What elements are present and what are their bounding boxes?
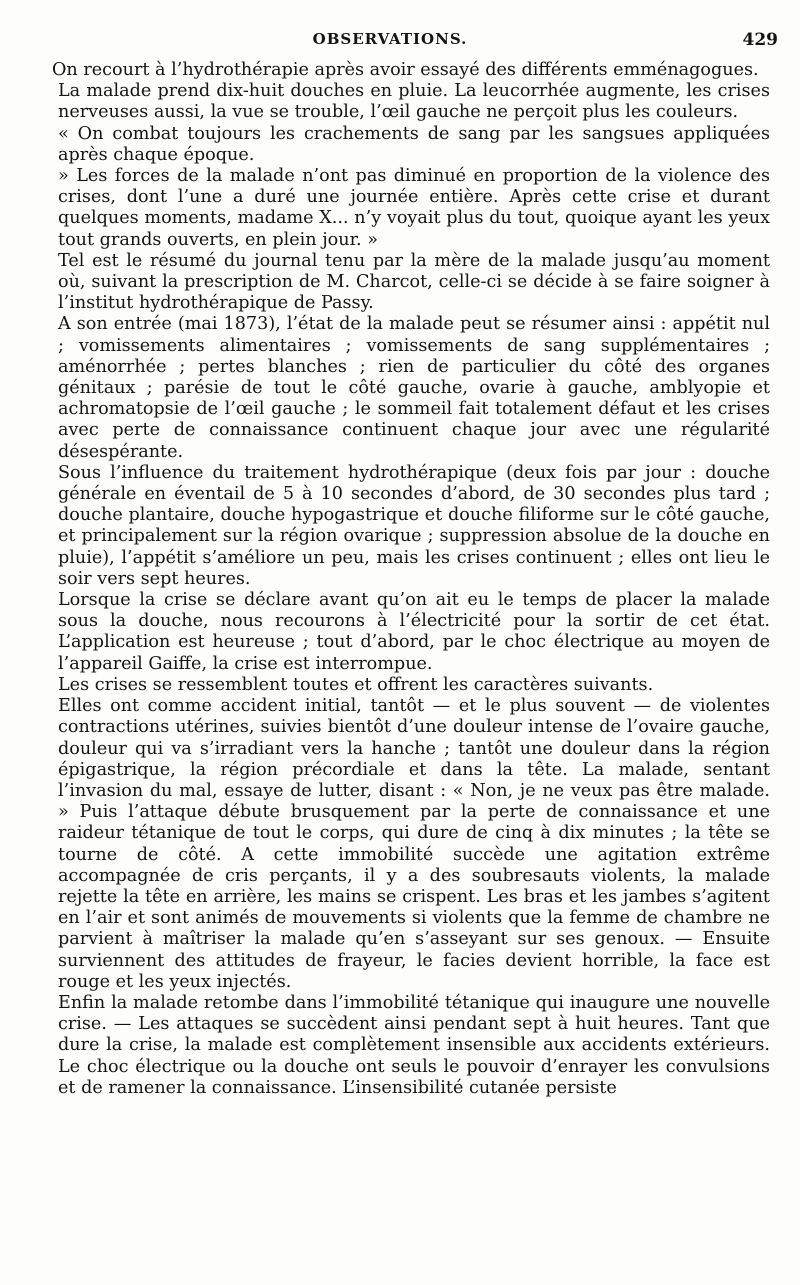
- paragraph-5: Tel est le résumé du journal tenu par la mère de la malade jusqu’au moment où, suivant la prescription de M. Charcot, celle-ci se décide à se faire soigner à l’institut hydrothérapique de Passy.: [58, 250, 770, 314]
- page-number: 429: [742, 30, 778, 50]
- paragraph-8: Lorsque la crise se déclare avant qu’on ait eu le temps de placer la malade sous la douche, nous recourons à l’électricité pour la sortir de cet état. L’application est heureuse ; tout d’abord, par le choc électrique au moyen de l’appareil Gaiffe, la crise est interrompue.: [58, 590, 770, 674]
- paragraph-11: Enfin la malade retombe dans l’immobilité tétanique qui inaugure une nouvelle crise. — Les attaques se succèdent ainsi pendant sept à huit heures. Tant que dure la crise, la malade est complètement insensible aux accidents extérieurs. Le choc électrique ou la douche ont seuls le pouvoir d’enrayer les convulsions et de ramener la connaissance. L’insensibilité cutanée persiste: [58, 992, 770, 1098]
- paragraph-3: « On combat toujours les crachements de sang par les sangsues appliquées après chaque époque.: [58, 123, 770, 165]
- page-header: [0, 26, 800, 52]
- paragraph-4: » Les forces de la malade n’ont pas diminué en proportion de la violence des crises, dont l’une a duré une journée entière. Après cette crise et durant quelques moments, madame X... n’y voyait plus du tout, quoique ayant les yeux tout grands ouverts, en plein jour. »: [58, 166, 770, 250]
- paragraph-2: La malade prend dix-huit douches en pluie. La leucorrhée augmente, les crises nerveuses aussi, la vue se trouble, l’œil gauche ne perçoit plus les couleurs.: [58, 81, 770, 123]
- paragraph-1: On recourt à l’hydrothérapie après avoir essayé des différents emménagogues.: [52, 60, 759, 80]
- paragraph-10: Elles ont comme accident initial, tantôt — et le plus souvent — de violentes contractions utérines, suivies bientôt d’une douleur intense de l’ovaire gauche, douleur qui va s’irradiant vers la hanche ; tantôt une douleur dans la région épigastrique, la région précordiale et dans la tête. La malade, sentant l’invasion du mal, essaye de lutter, disant : « Non, je ne veux pas être malade. » Puis l’attaque débute brusquement par la perte de connaissance et une raideur tétanique de tout le corps, qui dure de cinq à dix minutes ; la tête se tourne de côté. A cette immobilité succède une agitation extrême accompagnée de cris perçants, il y a des soubresauts violents, la malade rejette la tête en arrière, les mains se crispent. Les bras et les jambes s’agitent en l’air et sont animés de mouvements si violents que la femme de chambre ne parvient à maîtriser la malade qu’en s’asseyant sur ses genoux. — Ensuite surviennent des attitudes de frayeur, le facies devient horrible, la face est rouge et les yeux injectés.: [58, 696, 770, 992]
- running-head: OBSERVATIONS.: [312, 30, 468, 48]
- paragraph-7: Sous l’influence du traitement hydrothérapique (deux fois par jour : douche générale en éventail de 5 à 10 secondes d’abord, de 30 secondes plus tard ; douche plantaire, douche hypogastrique et douche filiforme sur le côté gauche, et principalement sur la région ovarique ; suppression absolue de la douche en pluie), l’appétit s’améliore un peu, mais les crises continuent ; elles ont lieu le soir vers sept heures.: [58, 462, 770, 589]
- paragraph-9: Les crises se ressemblent toutes et offrent les caractères suivants.: [58, 674, 654, 695]
- body-text: [52, 60, 770, 1099]
- paragraph-6: A son entrée (mai 1873), l’état de la malade peut se résumer ainsi : appétit nul ; vomissements alimentaires ; vomissements de sang supplémentaires ; aménorrhée ; pertes blanches ; rien de particulier du côté des organes génitaux ; parésie de tout le côté gauche, ovarie à gauche, amblyopie et achromatopsie de l’œil gauche ; le sommeil fait totalement défaut et les crises avec perte de connaissance continuent chaque jour avec une régularité désespérante.: [58, 314, 770, 462]
